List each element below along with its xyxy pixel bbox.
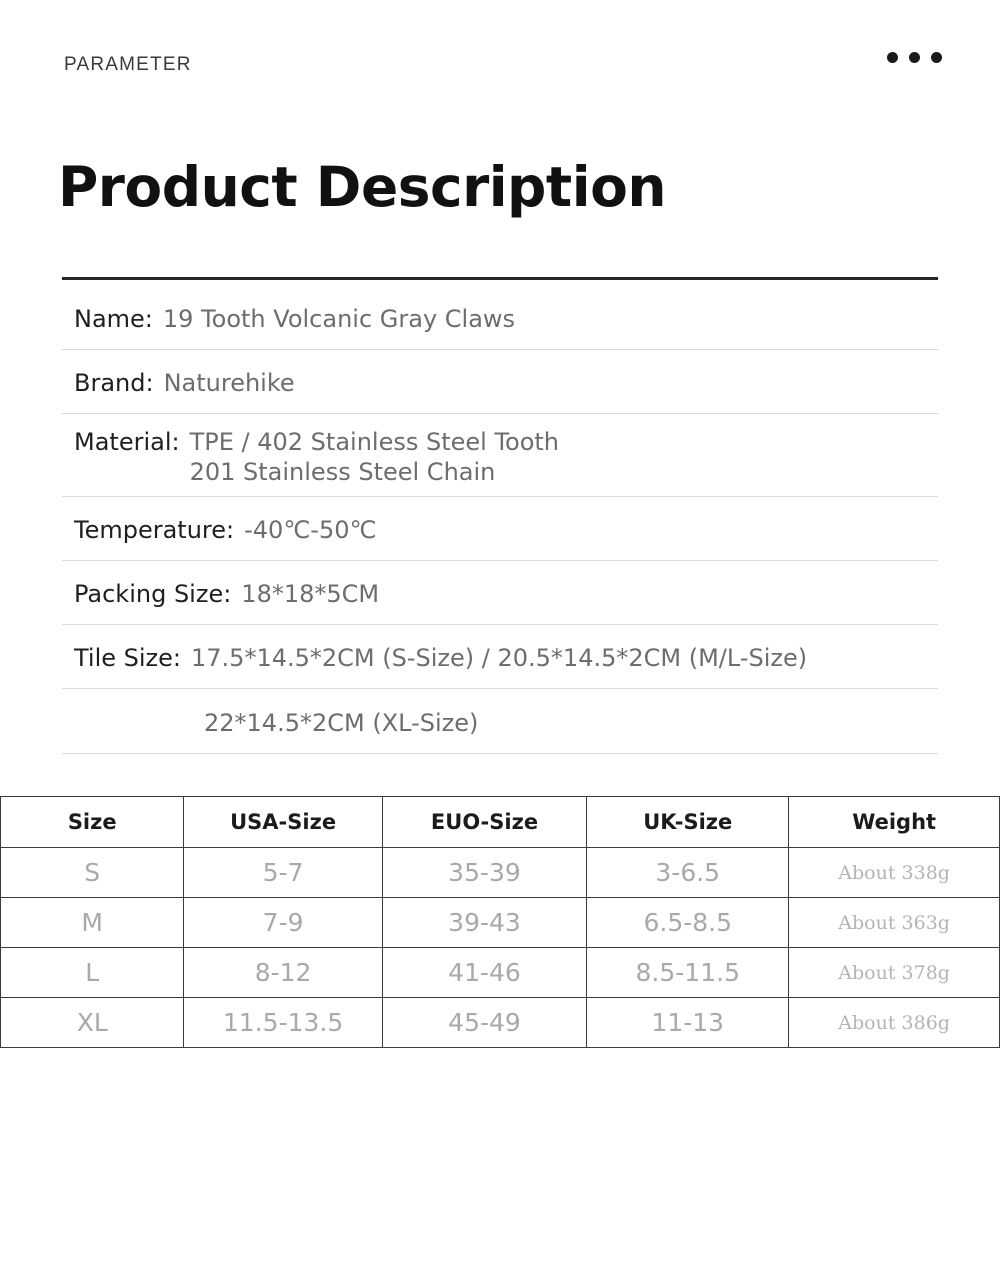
spec-value-line2: 201 Stainless Steel Chain — [189, 458, 496, 486]
size-table — [0, 796, 1000, 1048]
cell-weight: About 386g — [789, 998, 1000, 1048]
spec-value: 18*18*5CM — [241, 580, 380, 608]
spec-row-packing-size — [62, 561, 938, 625]
spec-value: Naturehike — [163, 369, 295, 397]
column-header-size: Size — [1, 797, 184, 848]
cell-weight: About 338g — [789, 848, 1000, 898]
cell-euo-size: 45-49 — [382, 998, 587, 1048]
table-row — [1, 848, 1000, 898]
spec-key: Name: — [74, 305, 153, 333]
cell-size: S — [1, 848, 184, 898]
spec-value — [190, 428, 559, 486]
spec-row-brand — [62, 350, 938, 414]
dot-1 — [887, 52, 898, 63]
dot-2 — [909, 52, 920, 63]
size-table-container — [0, 796, 1000, 1048]
cell-uk-size: 8.5-11.5 — [587, 948, 789, 998]
cell-size: M — [1, 898, 184, 948]
cell-usa-size: 8-12 — [184, 948, 382, 998]
dot-3 — [931, 52, 942, 63]
spec-value: 22*14.5*2CM (XL-Size) — [204, 709, 479, 737]
page-header — [0, 0, 1000, 112]
spec-row-tile-size-continued — [62, 689, 938, 754]
cell-size: L — [1, 948, 184, 998]
cell-uk-size: 6.5-8.5 — [587, 898, 789, 948]
cell-weight: About 378g — [789, 948, 1000, 998]
table-header-row — [1, 797, 1000, 848]
cell-usa-size: 11.5-13.5 — [184, 998, 382, 1048]
column-header-weight: Weight — [789, 797, 1000, 848]
parameter-label: PARAMETER — [64, 54, 192, 75]
spec-value: -40℃-50℃ — [244, 516, 377, 544]
spec-row-temperature — [62, 497, 938, 561]
spec-value: 17.5*14.5*2CM (S-Size) / 20.5*14.5*2CM (M/L-Size) — [191, 644, 808, 672]
spec-row-name — [62, 286, 938, 350]
cell-usa-size: 5-7 — [184, 848, 382, 898]
table-row — [1, 998, 1000, 1048]
table-row — [1, 948, 1000, 998]
spec-key: Packing Size: — [74, 580, 232, 608]
cell-usa-size: 7-9 — [184, 898, 382, 948]
spec-row-tile-size — [62, 625, 938, 689]
spec-value-line1: TPE / 402 Stainless Steel Tooth — [189, 428, 560, 456]
page-title: Product Description — [58, 155, 667, 219]
cell-weight: About 363g — [789, 898, 1000, 948]
table-row — [1, 898, 1000, 948]
spec-key: Material: — [74, 428, 180, 456]
more-horizontal-icon[interactable] — [887, 52, 942, 63]
cell-uk-size: 11-13 — [587, 998, 789, 1048]
column-header-euo-size: EUO-Size — [382, 797, 587, 848]
spec-key: Tile Size: — [74, 644, 182, 672]
spec-key: Temperature: — [74, 516, 235, 544]
cell-euo-size: 35-39 — [382, 848, 587, 898]
column-header-usa-size: USA-Size — [184, 797, 382, 848]
cell-euo-size: 39-43 — [382, 898, 587, 948]
spec-key: Brand: — [74, 369, 154, 397]
column-header-uk-size: UK-Size — [587, 797, 789, 848]
spec-list — [62, 280, 938, 754]
cell-uk-size: 3-6.5 — [587, 848, 789, 898]
cell-size: XL — [1, 998, 184, 1048]
cell-euo-size: 41-46 — [382, 948, 587, 998]
spec-value: 19 Tooth Volcanic Gray Claws — [162, 305, 516, 333]
spec-row-material — [62, 414, 938, 497]
